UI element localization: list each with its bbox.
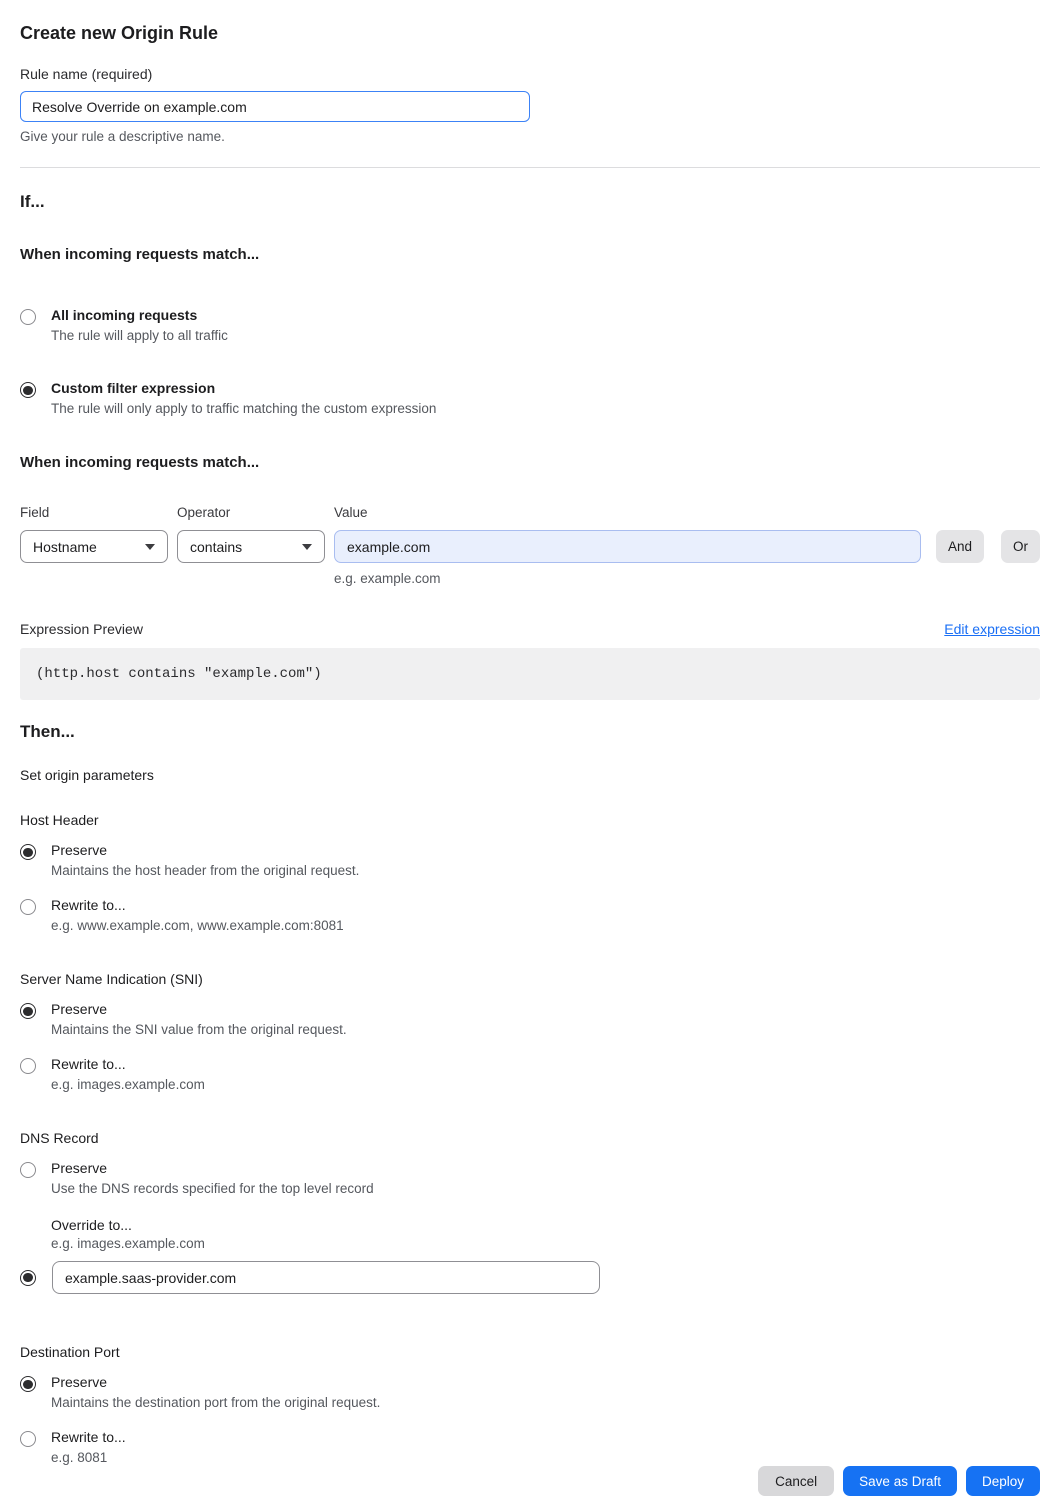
chevron-down-icon	[302, 544, 312, 550]
rule-name-label: Rule name (required)	[20, 66, 153, 82]
option-description: Maintains the SNI value from the original request.	[51, 1022, 347, 1038]
option-port-preserve[interactable]	[20, 1374, 1040, 1411]
page-title: Create new Origin Rule	[20, 23, 219, 43]
override-helper: e.g. images.example.com	[51, 1236, 205, 1252]
option-label: Preserve	[51, 1374, 108, 1391]
save-as-draft-button[interactable]: Save as Draft	[843, 1466, 957, 1496]
operator-dropdown-value: contains	[190, 538, 243, 555]
builder-heading: When incoming requests match...	[20, 454, 260, 472]
option-host-header-rewrite[interactable]	[20, 897, 1040, 934]
radio-sni-preserve[interactable]	[20, 1003, 36, 1019]
field-dropdown[interactable]	[20, 530, 168, 563]
option-description: The rule will only apply to traffic matching the custom expression	[51, 401, 437, 417]
option-dns-preserve[interactable]	[20, 1160, 1040, 1197]
radio-host-header-rewrite[interactable]	[20, 899, 36, 915]
option-custom-filter-expression[interactable]	[20, 380, 1040, 417]
option-description: e.g. 8081	[51, 1450, 108, 1466]
radio-sni-rewrite[interactable]	[20, 1058, 36, 1074]
operator-label: Operator	[177, 505, 231, 521]
option-label: Preserve	[51, 842, 108, 859]
option-description: Maintains the destination port from the original request.	[51, 1395, 381, 1411]
footer-actions	[20, 1466, 1040, 1510]
host-header-label: Host Header	[20, 812, 99, 829]
divider	[20, 167, 1040, 168]
option-dns-override	[20, 1217, 1040, 1294]
rule-name-group	[20, 66, 1040, 145]
and-button[interactable]: And	[936, 530, 984, 563]
radio-port-rewrite[interactable]	[20, 1431, 36, 1447]
radio-all-incoming-requests[interactable]	[20, 309, 36, 325]
expression-preview-label: Expression Preview	[20, 621, 143, 638]
option-label: All incoming requests	[51, 307, 198, 324]
option-description: e.g. images.example.com	[51, 1077, 205, 1093]
option-label: Rewrite to...	[51, 1429, 126, 1446]
then-heading: Then...	[20, 722, 75, 742]
radio-custom-filter-expression[interactable]	[20, 382, 36, 398]
option-label: Preserve	[51, 1160, 108, 1177]
field-dropdown-value: Hostname	[33, 538, 97, 555]
option-description: e.g. www.example.com, www.example.com:8081	[51, 918, 344, 934]
expression-builder-row	[20, 505, 1040, 587]
radio-host-header-preserve[interactable]	[20, 844, 36, 860]
value-label: Value	[334, 505, 368, 521]
chevron-down-icon	[145, 544, 155, 550]
option-port-rewrite[interactable]	[20, 1429, 1040, 1466]
field-label: Field	[20, 505, 50, 521]
option-label: Rewrite to...	[51, 897, 126, 914]
option-description: Use the DNS records specified for the top level record	[51, 1181, 374, 1197]
radio-port-preserve[interactable]	[20, 1376, 36, 1392]
edit-expression-link[interactable]: Edit expression	[944, 621, 1040, 638]
option-host-header-preserve[interactable]	[20, 842, 1040, 879]
expression-preview-header	[20, 621, 1040, 638]
destination-port-label: Destination Port	[20, 1344, 120, 1361]
radio-dns-preserve[interactable]	[20, 1162, 36, 1178]
option-all-incoming-requests[interactable]	[20, 307, 1040, 344]
set-origin-parameters-label: Set origin parameters	[20, 767, 154, 784]
deploy-button[interactable]: Deploy	[966, 1466, 1040, 1496]
rule-name-helper: Give your rule a descriptive name.	[20, 129, 225, 144]
sni-label: Server Name Indication (SNI)	[20, 971, 203, 988]
dns-override-input[interactable]	[52, 1261, 600, 1294]
option-sni-rewrite[interactable]	[20, 1056, 1040, 1093]
value-input[interactable]	[334, 530, 921, 563]
or-button[interactable]: Or	[1001, 530, 1040, 563]
option-sni-preserve[interactable]	[20, 1001, 1040, 1038]
match-heading: When incoming requests match...	[20, 246, 260, 264]
radio-dns-override[interactable]	[20, 1270, 36, 1286]
option-label: Preserve	[51, 1001, 108, 1018]
dns-record-label: DNS Record	[20, 1130, 99, 1147]
option-description: Maintains the host header from the original request.	[51, 863, 360, 879]
cancel-button[interactable]: Cancel	[758, 1466, 834, 1496]
option-description: The rule will apply to all traffic	[51, 328, 228, 344]
option-label: Rewrite to...	[51, 1056, 126, 1073]
operator-dropdown[interactable]	[177, 530, 325, 563]
if-heading: If...	[20, 192, 45, 211]
option-label: Custom filter expression	[51, 380, 216, 397]
rule-name-input[interactable]	[20, 91, 530, 122]
expression-preview-code: (http.host contains "example.com")	[20, 648, 1040, 700]
value-helper: e.g. example.com	[334, 571, 441, 587]
override-to-label: Override to...	[51, 1217, 132, 1234]
